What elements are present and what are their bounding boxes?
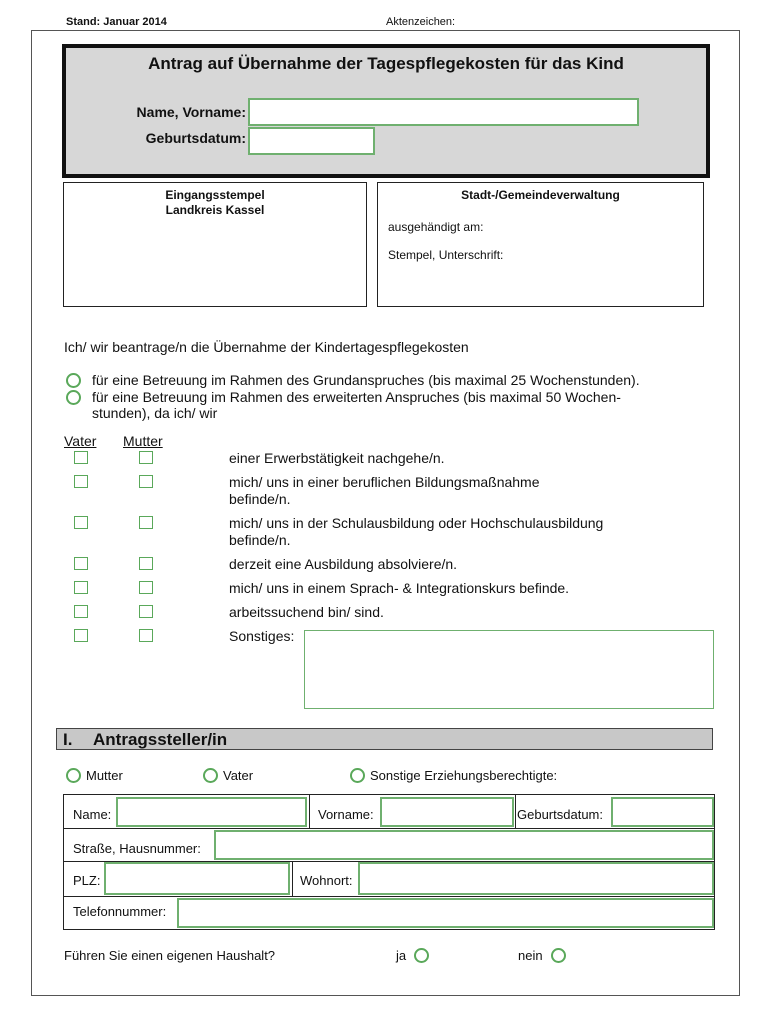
child-name-label: Name, Vorname: xyxy=(136,104,246,120)
applicant-name-input[interactable] xyxy=(116,797,307,827)
gemeinde-title: Stadt-/Gemeindeverwaltung xyxy=(461,188,620,202)
plz-label: PLZ: xyxy=(73,873,101,888)
option-grundanspruch-text: für eine Betreuung im Rahmen des Grundanspruches (bis maximal 25 Wochenstunden). xyxy=(92,372,640,388)
household-question: Führen Sie einen eigenen Haushalt? xyxy=(64,948,276,963)
vorname-label: Vorname: xyxy=(318,807,374,822)
applicant-sonstige-label: Sonstige Erziehungsberechtigte: xyxy=(370,768,558,783)
vater-checkbox[interactable] xyxy=(74,516,88,529)
reason-bildung-cont: befinde/n. xyxy=(229,491,291,507)
household-nein-label: nein xyxy=(518,948,543,963)
stempel-label: Stempel, Unterschrift: xyxy=(388,248,504,262)
reason-ausbildung: derzeit eine Ausbildung absolviere/n. xyxy=(229,556,458,572)
vater-checkbox[interactable] xyxy=(74,557,88,570)
gemeinde-box xyxy=(377,182,704,307)
header-box xyxy=(62,44,710,178)
wohnort-label: Wohnort: xyxy=(300,873,353,888)
mutter-checkbox[interactable] xyxy=(139,629,153,642)
mutter-checkbox[interactable] xyxy=(139,451,153,464)
eingangsstempel-title: Eingangsstempel xyxy=(165,188,265,202)
child-birth-label: Geburtsdatum: xyxy=(145,130,246,146)
applicant-geburtsdatum-input[interactable] xyxy=(611,797,714,827)
geburtsdatum-label: Geburtsdatum: xyxy=(517,807,603,822)
table-row xyxy=(64,828,714,862)
section-number: I. xyxy=(63,730,73,749)
applicant-strasse-input[interactable] xyxy=(214,830,714,860)
applicant-vater-label: Vater xyxy=(223,768,254,783)
intro-text: Ich/ wir beantrage/n die Übernahme der Kindertagespflegekosten xyxy=(64,339,469,355)
vater-checkbox[interactable] xyxy=(74,581,88,594)
mutter-column-header: Mutter xyxy=(123,433,163,449)
table-row xyxy=(64,896,714,929)
table-row xyxy=(64,861,714,897)
applicant-telefon-input[interactable] xyxy=(177,898,714,928)
household-nein-radio[interactable] xyxy=(551,948,566,963)
child-birth-input[interactable] xyxy=(248,127,375,155)
telefon-label: Telefonnummer: xyxy=(73,904,167,919)
section-title: Antragssteller/in xyxy=(93,730,228,749)
landkreis-title: Landkreis Kassel xyxy=(165,203,265,217)
mutter-checkbox[interactable] xyxy=(139,516,153,529)
applicant-vater-radio[interactable] xyxy=(203,768,218,783)
reason-schule: mich/ uns in der Schulausbildung oder Hochschulausbildung xyxy=(229,515,604,531)
reason-erwerb: einer Erwerbstätigkeit nachgehe/n. xyxy=(229,450,445,466)
ausgehaendigt-label: ausgehändigt am: xyxy=(388,220,484,234)
section-header xyxy=(56,728,713,750)
option-erweitert-text: für eine Betreuung im Rahmen des erweiterten Anspruches (bis maximal 50 Wochen- xyxy=(92,389,621,405)
reason-sonstiges: Sonstiges: xyxy=(229,628,295,644)
aktenzeichen-label: Aktenzeichen: xyxy=(386,16,456,28)
mutter-checkbox[interactable] xyxy=(139,581,153,594)
applicant-mutter-radio[interactable] xyxy=(66,768,81,783)
applicant-mutter-label: Mutter xyxy=(86,768,123,783)
child-name-input[interactable] xyxy=(248,98,639,126)
vater-column-header: Vater xyxy=(64,433,97,449)
option-erweitert-text-cont: stunden), da ich/ wir xyxy=(92,405,218,421)
vater-checkbox[interactable] xyxy=(74,605,88,618)
option-erweitert-radio[interactable] xyxy=(66,390,81,405)
name-label: Name: xyxy=(73,807,112,822)
applicant-plz-input[interactable] xyxy=(104,862,290,895)
applicant-sonstige-radio[interactable] xyxy=(350,768,365,783)
reason-bildung: mich/ uns in einer beruflichen Bildungsmaßnahme xyxy=(229,474,540,490)
strasse-label: Straße, Hausnummer: xyxy=(73,841,201,856)
sonstiges-input[interactable] xyxy=(304,630,714,709)
vater-checkbox[interactable] xyxy=(74,475,88,488)
mutter-checkbox[interactable] xyxy=(139,605,153,618)
form-title: Antrag auf Übernahme der Tagespflegekosten für das Kind xyxy=(148,54,624,73)
eingangsstempel-box xyxy=(63,182,367,307)
option-grundanspruch-radio[interactable] xyxy=(66,373,81,388)
table-row xyxy=(64,795,714,829)
reason-arbeitssuchend: arbeitssuchend bin/ sind. xyxy=(229,604,384,620)
mutter-checkbox[interactable] xyxy=(139,557,153,570)
applicant-table xyxy=(63,794,715,930)
household-ja-radio[interactable] xyxy=(414,948,429,963)
mutter-checkbox[interactable] xyxy=(139,475,153,488)
reason-sprachkurs: mich/ uns in einem Sprach- & Integrationskurs befinde. xyxy=(229,580,570,596)
household-ja-label: ja xyxy=(396,948,407,963)
applicant-wohnort-input[interactable] xyxy=(358,862,714,895)
applicant-vorname-input[interactable] xyxy=(380,797,514,827)
vater-checkbox[interactable] xyxy=(74,451,88,464)
reason-schule-cont: befinde/n. xyxy=(229,532,291,548)
vater-checkbox[interactable] xyxy=(74,629,88,642)
stand-date: Stand: Januar 2014 xyxy=(66,16,167,28)
